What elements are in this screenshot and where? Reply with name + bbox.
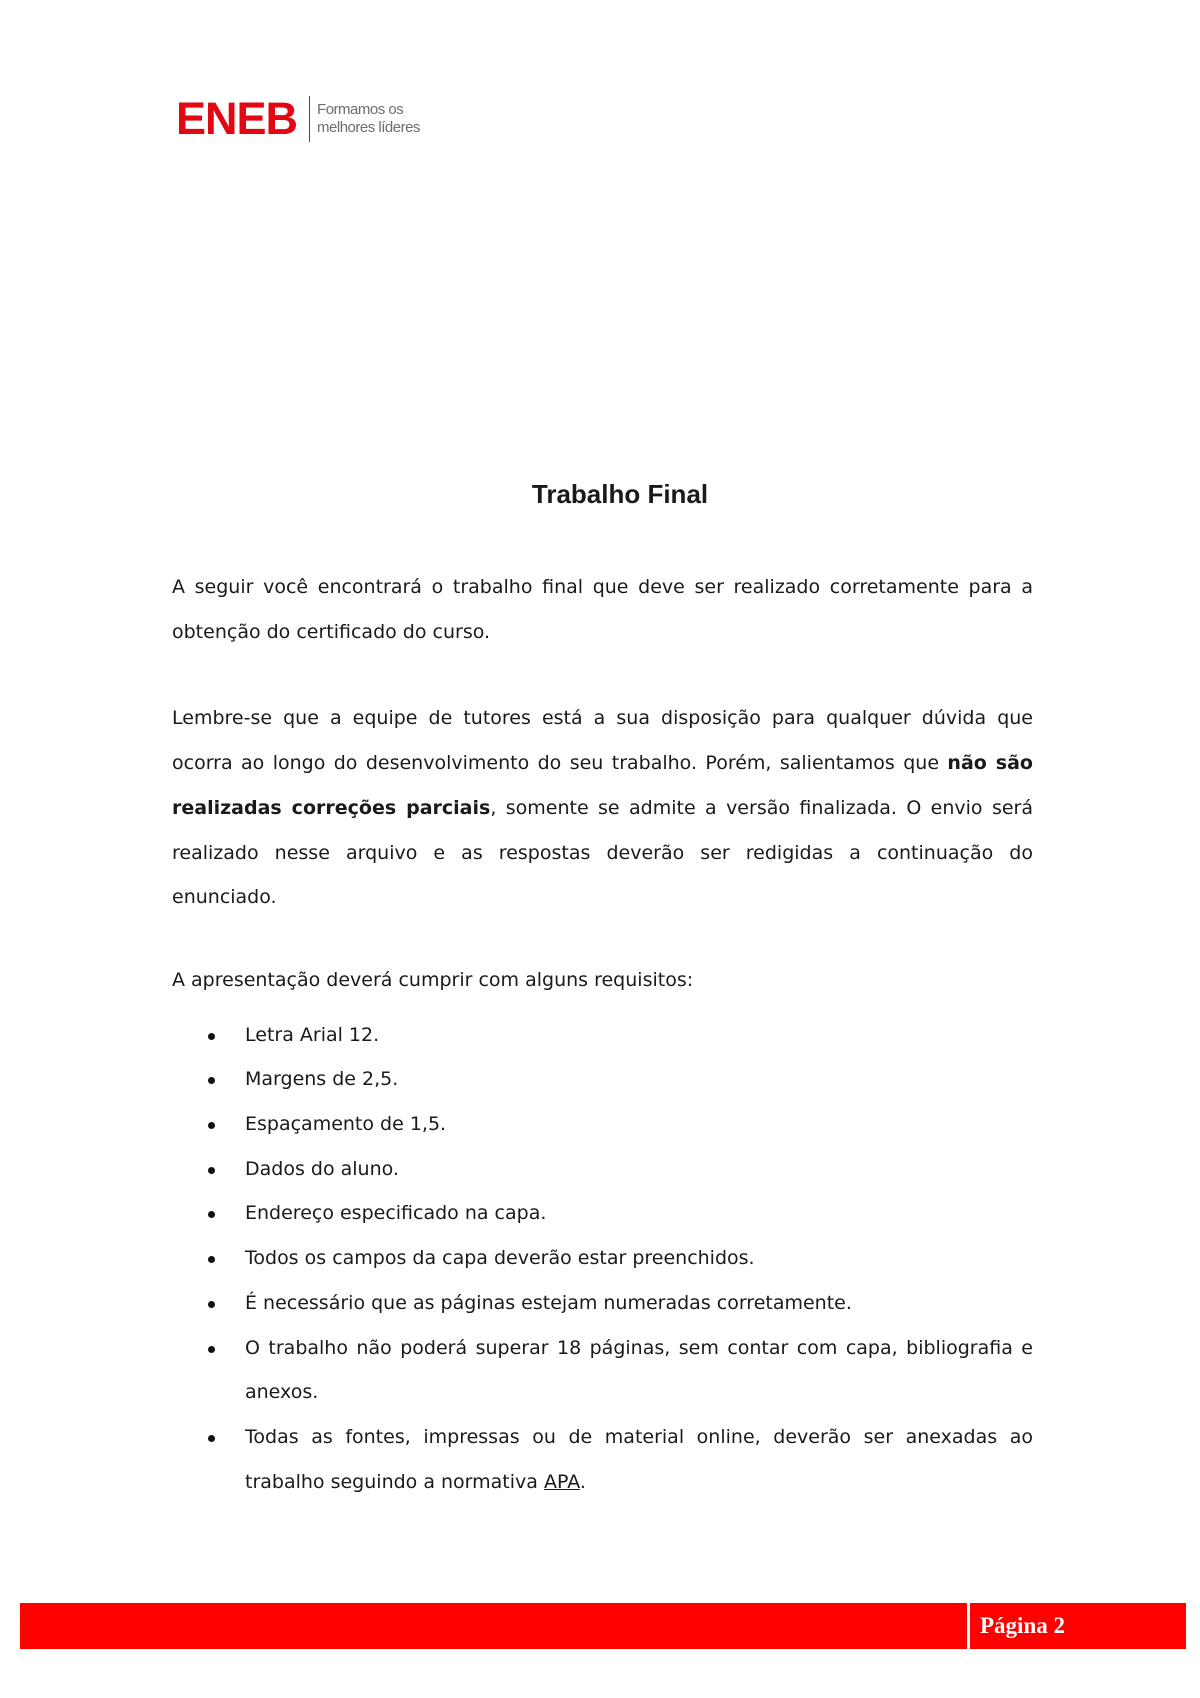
requirement-item — [172, 1057, 1033, 1102]
footer-page-box — [970, 1603, 1186, 1649]
requirement-item — [172, 1326, 1033, 1415]
requirements-intro: A apresentação deverá cumprir com alguns requisitos: — [172, 968, 694, 991]
requirement-text: Endereço especificado na capa. — [245, 1202, 547, 1225]
requirement-text: Todos os campos da capa deverão estar preenchidos. — [245, 1247, 755, 1270]
bullet-icon — [208, 1301, 215, 1308]
intro-paragraph: A seguir você encontrará o trabalho final que deve ser realizado corretamente para a obtenção do certificado do curso. — [172, 576, 1033, 643]
tutors-paragraph-text-1: Lembre-se que a equipe de tutores está a sua disposição para qualquer dúvida que ocorra ao longo do desenvolvimento do seu trabalho. Porém, salientamos que — [172, 707, 1033, 775]
document-title: Trabalho Final — [531, 479, 709, 509]
footer-bar — [20, 1603, 967, 1649]
tutors-paragraph-text-2: , somente se admite a versão finalizada. O envio será realizado nesse arquivo e as respostas deverão ser redigidas a continuação do enunciado. — [172, 796, 1033, 909]
eneb-logo — [176, 95, 420, 143]
tutors-paragraph-bold: não são realizadas correções parciais — [172, 752, 1033, 819]
requirement-item — [172, 1147, 1033, 1192]
bullet-icon — [208, 1211, 215, 1218]
bullet-icon — [208, 1033, 215, 1040]
logo-tagline-line-2: melhores líderes — [317, 119, 420, 136]
requirement-item — [172, 1415, 1033, 1504]
bullet-icon — [208, 1435, 215, 1442]
bullet-icon — [208, 1346, 215, 1353]
bullet-icon — [208, 1077, 215, 1084]
requirement-item — [172, 1013, 1033, 1058]
requirement-end: . — [579, 1470, 586, 1493]
requirement-item — [172, 1236, 1033, 1281]
requirement-item — [172, 1281, 1033, 1326]
requirement-text: Todas as fontes, impressas ou de material online, deverão ser anexadas ao trabalho seguindo a normativa — [245, 1425, 1033, 1493]
tutors-paragraph — [172, 696, 1033, 920]
page-footer — [20, 1603, 1186, 1649]
requirements-list — [172, 1013, 1033, 1505]
page-number: Página 2 — [980, 1613, 1065, 1638]
bullet-icon — [208, 1167, 215, 1174]
bullet-icon — [208, 1256, 215, 1263]
apa-link[interactable]: APA — [543, 1470, 580, 1493]
requirement-text: O trabalho não poderá superar 18 páginas, sem contar com capa, bibliografia e anexos. — [245, 1336, 1033, 1404]
requirement-text: Dados do aluno. — [245, 1157, 399, 1180]
requirement-text: Letra Arial 12. — [245, 1023, 380, 1046]
requirement-item — [172, 1191, 1033, 1236]
logo-divider — [309, 96, 310, 142]
requirement-text: Margens de 2,5. — [245, 1068, 399, 1091]
logo-tagline — [317, 101, 420, 137]
bullet-icon — [208, 1122, 215, 1129]
requirement-text: É necessário que as páginas estejam numeradas corretamente. — [245, 1291, 852, 1314]
requirement-item — [172, 1102, 1033, 1147]
document-body — [172, 565, 1033, 1504]
logo-wordmark: ENEB — [176, 93, 298, 144]
logo-tagline-line-1: Formamos os — [317, 101, 404, 118]
requirement-text: Espaçamento de 1,5. — [245, 1113, 447, 1136]
